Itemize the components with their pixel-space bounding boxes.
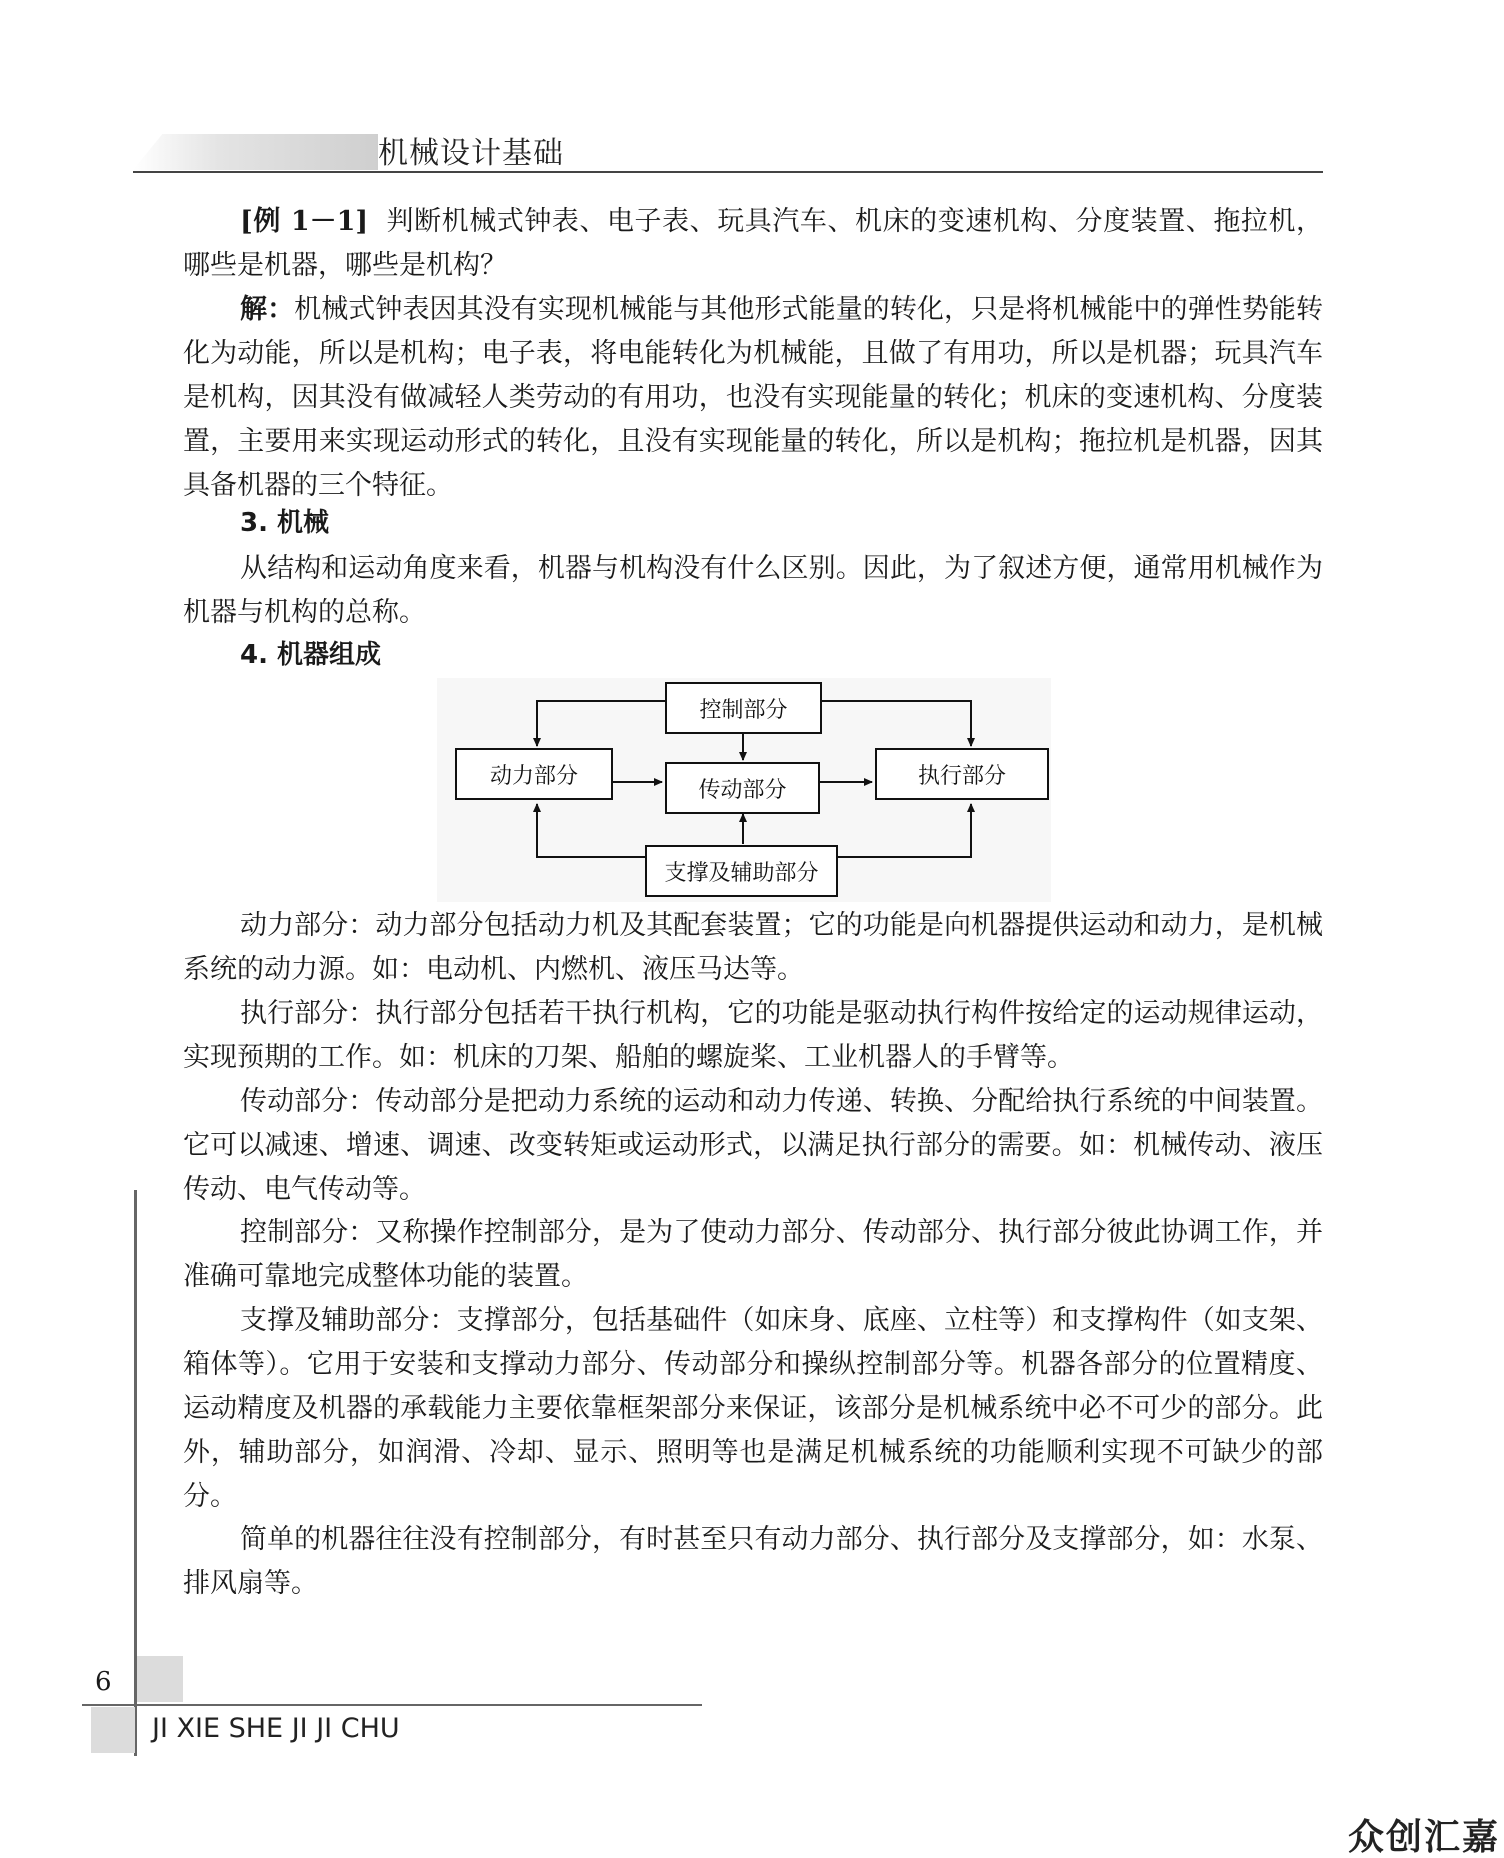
- footer-decoration-square: [137, 1656, 183, 1702]
- diagram-box-transmission: 传动部分: [665, 762, 820, 814]
- book-title: 机械设计基础: [378, 136, 564, 171]
- diagram-box-execution: 执行部分: [875, 748, 1049, 800]
- footer-book-title-pinyin: JI XIE SHE JI JI CHU: [152, 1713, 400, 1744]
- section-3-heading: 3. 机械: [240, 508, 330, 538]
- paragraph-support: 支撑及辅助部分：支撑部分，包括基础件（如床身、底座、立柱等）和支撑构件（如支架、箱体等）。它用于安装和支撑动力部分、传动部分和操纵控制部分等。机器各部分的位置精度、运动精度及机器的承载能力主要依靠框架部分来保证，该部分是机械系统中必不可少的部分。此外，辅助部分，如润滑、冷却、显示、照明等也是满足机械系统的功能顺利实现不可缺少的部分。: [183, 1305, 1323, 1512]
- diagram-box-power: 动力部分: [455, 748, 613, 800]
- arrow-control-to-execution: [822, 701, 971, 746]
- page-number: 6: [95, 1667, 112, 1697]
- footer-decoration-square-lower: [91, 1707, 135, 1753]
- example-question-text: 判断机械式钟表、电子表、玩具汽车、机床的变速机构、分度装置、拖拉机，哪些是机器，哪些是机构？: [183, 206, 1324, 281]
- section-3-text: 从结构和运动角度来看，机器与机构没有什么区别。因此，为了叙述方便，通常用机械作为机器与机构的总称。: [183, 553, 1323, 628]
- diagram-box-control: 控制部分: [665, 682, 822, 734]
- paragraph-control: 控制部分：又称操作控制部分，是为了使动力部分、传动部分、执行部分彼此协调工作，并准确可靠地完成整体功能的装置。: [183, 1217, 1323, 1292]
- answer-text: 机械式钟表因其没有实现机械能与其他形式能量的转化，只是将机械能中的弹性势能转化为动能，所以是机构；电子表，将电能转化为机械能，且做了有用功，所以是机器；玩具汽车是机构，因其没有做减轻人类劳动的有用功，也没有实现能量的转化；机床的变速机构、分度装置，主要用来实现运动形式的转化，且没有实现能量的转化，所以是机构；拖拉机是机器，因其具备机器的三个特征。: [183, 294, 1324, 501]
- paragraph-simple-machines: 简单的机器往往没有控制部分，有时甚至只有动力部分、执行部分及支撑部分，如：水泵、排风扇等。: [183, 1524, 1323, 1599]
- example-label: [例 1－1]: [240, 206, 369, 237]
- arrow-support-to-execution: [838, 804, 971, 857]
- arrow-support-to-power: [537, 804, 645, 857]
- paragraph-execution: 执行部分：执行部分包括若干执行机构，它的功能是驱动执行构件按给定的运动规律运动，实现预期的工作。如：机床的刀架、船舶的螺旋桨、工业机器人的手臂等。: [183, 998, 1323, 1073]
- watermark: 众创汇嘉: [1348, 1817, 1501, 1858]
- diagram-box-support: 支撑及辅助部分: [645, 845, 838, 897]
- paragraph-power: 动力部分：动力部分包括动力机及其配套装置；它的功能是向机器提供运动和动力，是机械系统的动力源。如：电动机、内燃机、液压马达等。: [183, 910, 1323, 985]
- answer-label: 解：: [240, 294, 295, 325]
- section-4-heading: 4. 机器组成: [240, 640, 382, 670]
- paragraph-transmission: 传动部分：传动部分是把动力系统的运动和动力传递、转换、分配给执行系统的中间装置。它可以减速、增速、调速、改变转矩或运动形式，以满足执行部分的需要。如：机械传动、液压传动、电气传动等。: [183, 1086, 1323, 1205]
- arrow-control-to-power: [537, 701, 665, 746]
- footer-horizontal-rule: [82, 1704, 702, 1706]
